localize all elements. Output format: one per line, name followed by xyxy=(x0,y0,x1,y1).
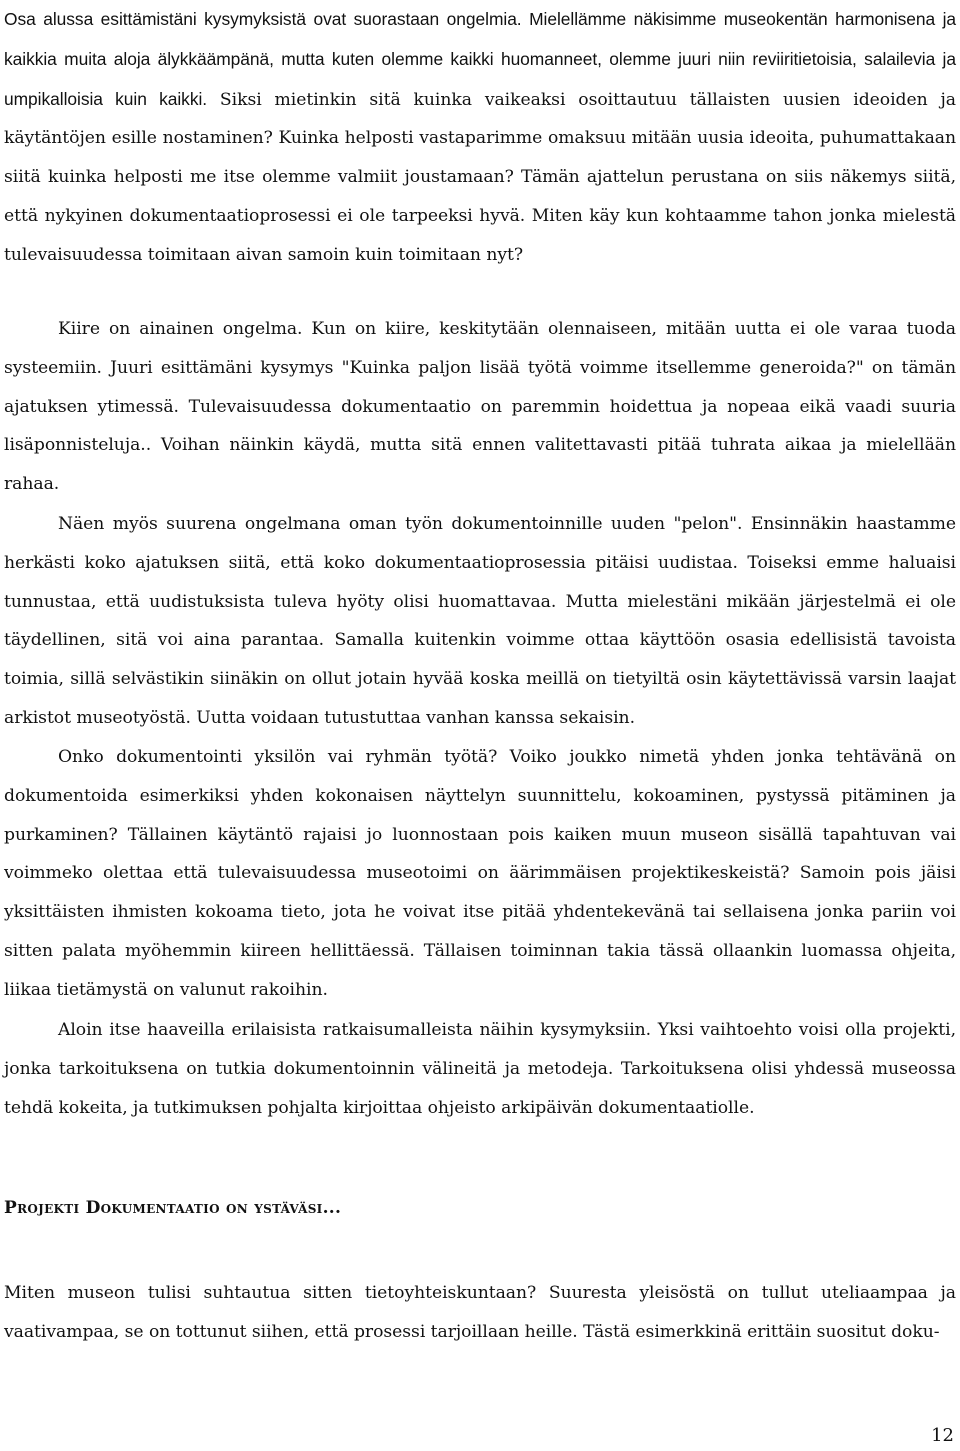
paragraph-text: Siksi mietinkin sitä kuinka vaikeaksi osoittautuu tällaisten uusien ideoiden ja käytäntöjen esille nostaminen? Kuinka helposti vastaparimme omaksuu mitään uusia ideoita, puhumattakaan siitä kuinka helposti me itse olemme valmiit joustamaan? Tämän ajattelun perustana on siis näkemys siitä, että nykyinen dokumentaatioprosessi ei ole tarpeeksi hyvä. Miten käy kun kohtaamme tahon jonka mielestä tulevaisuudessa toimitaan aivan samoin kuin toimitaan nyt? xyxy=(4,89,956,265)
body-paragraph: Kiire on ainainen ongelma. Kun on kiire, keskitytään olennaiseen, mitään uutta ei ole varaa tuoda systeemiin. Juuri esittämäni kysymys "Kuinka paljon lisää työtä voimme itsellemme generoida?" on tämän ajatuksen ytimessä. Tulevaisuudessa dokumentaatio on paremmin hoidettua ja nopeaa eikä vaadi suuria lisäponnisteluja.. Voihan näinkin käydä, mutta sitä ennen valitettavasti pitää tuhrata aikaa ja mielellään rahaa. xyxy=(4,319,956,495)
body-paragraph: Näen myös suurena ongelmana oman työn dokumentoinnille uuden "pelon". Ensinnäkin haastamme herkästi koko ajatuksen siitä, että koko dokumentaatioprosessia pitäisi uudistaa. Toiseksi emme haluaisi tunnustaa, että uudistuksista tuleva hyöty olisi huomattavaa. Mutta mielestäni mikään järjestelmä ei ole täydellinen, sitä voi aina parantaa. Samalla kuitenkin voimme ottaa käyttöön osasia edellisistä tavoista toimia, sillä selvästikin siinäkin on ollut jotain hyvää koska meillä on tietyiltä osin käytettävissä varsin laajat arkistot museotyöstä. Uutta voidaan tutustuttaa vanhan kanssa sekaisin. xyxy=(4,514,956,728)
section-heading: Projekti Dokumentaatio on ystäväsi... xyxy=(4,1198,342,1218)
body-paragraph: Onko dokumentointi yksilön vai ryhmän työtä? Voiko joukko nimetä yhden jonka tehtävänä on dokumentoida esimerkiksi yhden kokonaisen näyttelyn suunnittelu, kokoaminen, pystyssä pitäminen ja purkaminen? Tällainen käytäntö rajaisi jo luonnostaan pois kaiken muun museon sisällä tapahtuvan vai voimmeko olettaa että tulevaisuudessa museotoimi on äärimmäisen projektikeskeistä? Samoin pois jäisi yksittäisten ihmisten kokoama tieto, jota he voivat itse pitää yhdentekevänä tai sellaisena jonka pariin voi sitten palata myöhemmin kiireen hellittäessä. Tällaisen toiminnan takia tässä ollaankin luomassa ohjeita, liikaa tietämystä on valunut rakoihin. xyxy=(4,747,956,1000)
paragraph-lead-text: Osa alussa esittämistäni kysymyksistä ovat suorastaan ongelmia. Mielellämme näkisimme museokentän harmonisena ja kaikkia muita aloja älykkäämpänä, mutta kuten olemme kaikki huomanneet, olemme juuri niin reviiritietoisia, salailevia ja umpikalloisia kuin kaikki. xyxy=(4,9,956,109)
body-paragraph xyxy=(4,0,956,275)
page-number: 12 xyxy=(931,1425,954,1446)
body-paragraph: Aloin itse haaveilla erilaisista ratkaisumalleista näihin kysymyksiin. Yksi vaihtoehto voisi olla projekti, jonka tarkoituksena on tutkia dokumentoinnin välineitä ja metodeja. Tarkoituksena olisi yhdessä museossa tehdä kokeita, ja tutkimuksen pohjalta kirjoittaa ohjeisto arkipäivän dokumentaatiolle. xyxy=(4,1020,956,1118)
body-paragraph: Miten museon tulisi suhtautua sitten tietoyhteiskuntaan? Suuresta yleisöstä on tullut uteliaampaa ja vaativampaa, se on tottunut siihen, että prosessi tarjoillaan heille. Tästä esimerkkinä erittäin suositut doku- xyxy=(4,1283,956,1342)
